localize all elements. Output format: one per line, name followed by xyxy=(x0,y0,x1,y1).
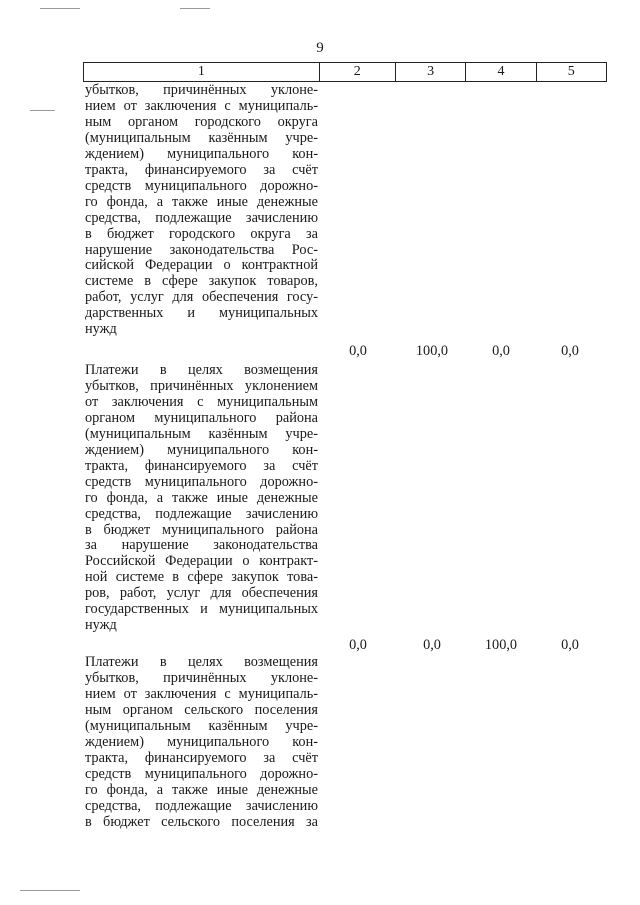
text-line: ным органом сельского поселения xyxy=(85,701,318,718)
text-line: нием от заключения с муниципаль- xyxy=(85,97,318,114)
text-line: дарственных и муниципальных xyxy=(85,305,318,322)
row-2-col-5: 0,0 xyxy=(561,637,579,653)
row-1-col-2: 0,0 xyxy=(349,343,367,359)
text-line: ждением) муниципального кон- xyxy=(85,441,318,458)
text-line: тракта, финансируемого за счёт xyxy=(85,749,318,766)
row-1-col-4: 0,0 xyxy=(492,343,510,359)
text-line: нужд xyxy=(85,321,117,338)
text-line: убытков, причинённых уклонением xyxy=(85,377,318,394)
text-line: нарушение законодательства Рос- xyxy=(85,241,318,258)
text-line: в бюджет сельского поселения за xyxy=(85,813,318,830)
text-line: ждением) муниципального кон- xyxy=(85,145,318,162)
col-header-2: 2 xyxy=(319,63,395,82)
text-line: го фонда, а также иные денежные xyxy=(85,489,318,506)
text-line: ров, работ, услуг для обеспечения xyxy=(85,585,318,602)
row-2-col-3: 0,0 xyxy=(423,637,441,653)
text-line: (муниципальным казённым учре- xyxy=(85,717,318,734)
col-header-3: 3 xyxy=(395,63,465,82)
row-1-col-5: 0,0 xyxy=(561,343,579,359)
scan-speck xyxy=(30,110,55,111)
row-3-description xyxy=(85,655,318,830)
text-line: убытков, причинённых уклоне- xyxy=(85,669,318,686)
table-header xyxy=(83,62,607,82)
text-line: сийской Федерации о контрактной xyxy=(85,257,318,274)
row-1-col-3: 100,0 xyxy=(415,343,449,359)
text-line: от заключения с муниципальным xyxy=(85,393,318,410)
text-line: органом муниципального района xyxy=(85,409,318,426)
text-line: ждением) муниципального кон- xyxy=(85,733,318,750)
text-line: в бюджет городского округа за xyxy=(85,225,318,242)
text-line: (муниципальным казённым учре- xyxy=(85,129,318,146)
text-line: тракта, финансируемого за счёт xyxy=(85,457,318,474)
text-line: го фонда, а также иные денежные xyxy=(85,193,318,210)
text-line: убытков, причинённых уклоне- xyxy=(85,82,318,98)
text-line: средств муниципального дорожно- xyxy=(85,765,318,782)
col-header-1: 1 xyxy=(84,63,320,82)
scan-speck xyxy=(40,8,80,9)
text-line: средств муниципального дорожно- xyxy=(85,177,318,194)
row-2-description xyxy=(85,363,318,634)
row-2-col-2: 0,0 xyxy=(349,637,367,653)
text-line: Платежи в целях возмещения xyxy=(85,362,318,378)
text-line: за нарушение законодательства xyxy=(85,537,318,554)
text-line: (муниципальным казённым учре- xyxy=(85,425,318,442)
text-line: средства, подлежащие зачислению xyxy=(85,797,318,814)
text-line: средства, подлежащие зачислению xyxy=(85,209,318,226)
text-line: Платежи в целях возмещения xyxy=(85,654,318,670)
text-line: нием от заключения с муниципаль- xyxy=(85,685,318,702)
scan-speck xyxy=(20,890,80,891)
text-line: в бюджет муниципального района xyxy=(85,521,318,538)
text-line: системе в сфере закупок товаров, xyxy=(85,273,318,290)
col-header-4: 4 xyxy=(466,63,536,82)
text-line: Российской Федерации о контракт- xyxy=(85,553,318,570)
row-2-col-4: 100,0 xyxy=(484,637,518,653)
text-line: ным органом городского округа xyxy=(85,113,318,130)
text-line: средств муниципального дорожно- xyxy=(85,473,318,490)
text-line: государственных и муниципальных xyxy=(85,601,318,618)
text-line: ной системе в сфере закупок това- xyxy=(85,569,318,586)
text-line: го фонда, а также иные денежные xyxy=(85,781,318,798)
text-line: нужд xyxy=(85,617,117,634)
text-line: средства, подлежащие зачислению xyxy=(85,505,318,522)
col-header-5: 5 xyxy=(536,63,606,82)
row-1-description xyxy=(85,83,318,338)
scan-speck xyxy=(180,8,210,9)
text-line: работ, услуг для обеспечения госу- xyxy=(85,289,318,306)
page-number: 9 xyxy=(316,40,324,56)
text-line: тракта, финансируемого за счёт xyxy=(85,161,318,178)
